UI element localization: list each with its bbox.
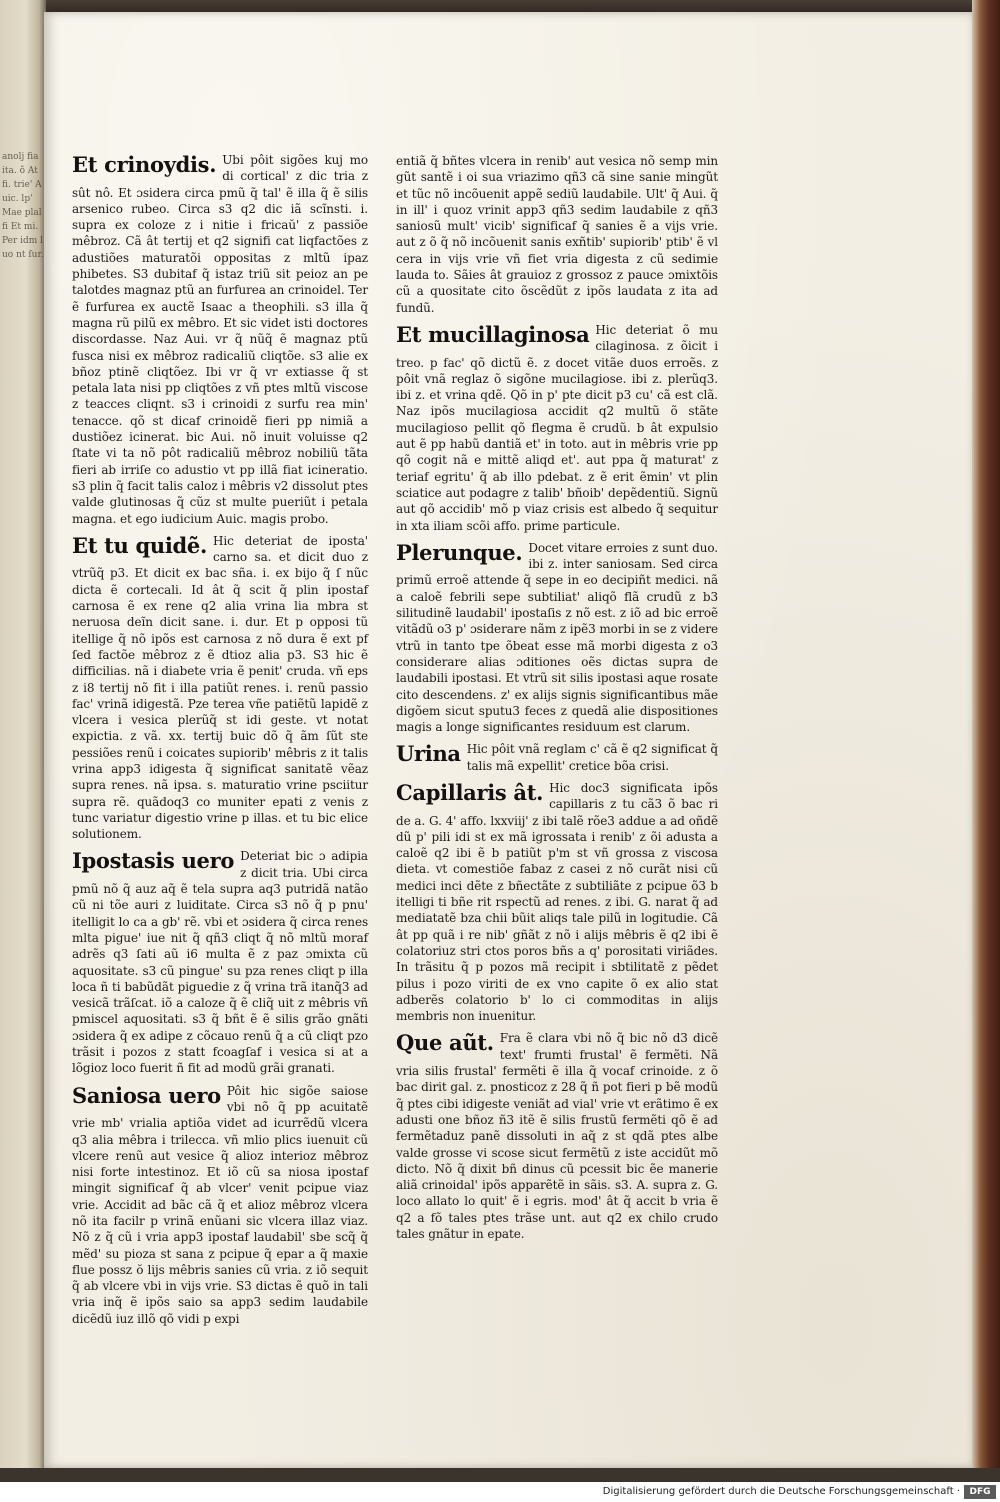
paragraph-text: Hic doc3 significata ipõs capillaris z tu cã3 õ bac ri de a. G. 4' affo. lxxviij' z ibi talẽ rõe3 addue a ad oñdẽ dũ p' pili idi st ex mã igrossata i renib' z õi adusta a caloẽ q2 ibi ẽ b patiũt p'm st vñ grossa z viscosa dieta. vt comestiõe fabaz z casei z nõ curãt nisi cũ medici inci dẽte z bñectãte z subtiliãte z pcipue õ3 b itelligi ti bñe rit rspectũ ad renes. z ibi. G. narat q̃ ad mediatatẽ bza chii bũit aliqs tale pilũ in logitudie. Cã ât pp quã i re nib' gñãt z nõ i alijs mêbris ẽ q2 ibi ẽ colatoriuz stri ctos poros bñs a q' porositati viriãdes. In trãsitu q̃ p pozos mã recipit i sbtilitatẽ z pẽdet pilus i pozo viriti de ex vno capite õ ex alio stat adberẽs colatorio b' lo ci commoditas in alijs membris non inuenitur.: [396, 780, 718, 1024]
lemma-heading: Capillaris ât.: [396, 779, 544, 805]
lemma-heading: Ipostasis uero: [72, 848, 235, 874]
paragraph-text: Hic pôit vnã reglam c' cã ẽ q2 significat q̃ talis mã expellit' cretice bõa crisi.: [466, 742, 718, 773]
lemma-heading: Saniosa uero: [72, 1082, 221, 1108]
adjacent-page-edge: [0, 0, 46, 1470]
commentary-paragraph: [396, 153, 718, 316]
commentary-paragraph: [396, 322, 718, 534]
commentary-paragraph: [396, 540, 718, 736]
paragraph-text: Pôit hic sigõe saiose vbi nõ q̃ pp acuitatẽ vrie mb' vrialia aptiõa videt ad icurrẽdũ vlcera q3 alia mêbra i trilecca. vñ mlio plics iuenuit cũ vlcere renũ aut vesice q̃ alioz interioz mêbroz nisi forte intestinoz. Et iõ cũ sa niosa ipostaf mingit significaf q̃ ab vlcer' venit pcipue viaz vrie. Accidit ad bãc cã q̃ et alioz mêbroz vlcera nõ ita facilr p vrinã enũani sic vlcera illaz viaz. Nõ z q̃ cũ i vria app3 ipostaf laudabil' sbe scq̃ q̃ mẽd' su pioza st sana z pcipue q̃ epar a q̃ maxie flue possz ŏ lijs mêbris sanies cũ vria. z iõ sequit q̃ ab vlcere vbi in vijs vrie. S3 dictas ẽ quõ in tali vria inq̃ ẽ ipõs saio sa app3 sedim laudabile dicẽdũ iuz illõ qõ vidi p expi: [72, 1083, 368, 1326]
binding-edge: [972, 0, 1000, 1470]
paragraph-text: entiã q̃ bñtes vlcera in renib' aut vesica nõ semp min gũt santẽ i oi sua vriazimo qñ3 cã sine sanie mingũt et tũc nõ incõuenit appẽ sediũ laudabile. Ult' q̃ Aui. q̃ in ill' i quoz vrinit app3 qñ3 sedim laudabile z qñ3 saniosũ mult' vicib' significaf q̃ sanies ẽ a vijs vrie. aut z õ q̃ nõ incõuenit sanis exñtib' supiorib' ptib' ẽ vl cera in vijs vrie vñ fiet vria digesta z cũ sedimie lauda to. Sãies ât grauioz z grossoz z pauce ɔmixtõis cũ a quositate cito õscẽdũt z ipõs laudata z ita ad fundũ.: [396, 154, 718, 315]
bottom-shadow-band: [0, 1468, 1000, 1482]
commentary-paragraph: [72, 1083, 368, 1327]
commentary-paragraph: [72, 848, 368, 1076]
funding-footer: [0, 1482, 1000, 1502]
footer-credit: Digitalisierung gefördert durch die Deutsche Forschungsgemeinschaft ·: [602, 1486, 960, 1497]
commentary-paragraph: [72, 533, 368, 843]
paragraph-text: Docet vitare erroies z sunt duo. ibi z. inter saniosam. Sed circa primũ erroẽ attende q̃ sepe in eo decipiñt medici. nã a caloẽ febrili sepe subtiliat' aliqõ flã crudũ z b3 silitudinẽ laudabil' ipostaſis z nõ est. z iõ ad bic erroẽ vitãdũ o3 p' ɔsiderare nãm z ipẽ3 morbi in se z videre vtrũ in tanto tpe õbeat esse mã morbi digesta z o3 considerare alias ɔditiones oẽs dictas supra de laudabili ipostasi. Et vtrũ sit silis ipostasi aque rosate cito descendens. z' ex alijs signis significantibus mãe digõem sicut sputu3 feces z quedã alie dispositiones magis a longe significantes residuum est clarum.: [396, 540, 718, 735]
right-text-column: [396, 153, 718, 1248]
commentary-paragraph: [396, 741, 718, 774]
paragraph-text: Ubi pôit sigões kuj mo di cortical' z dic tria z sût nô. Et ɔsidera circa pmũ q̃ tal' ẽ illa q̃ ẽ silis arsenico rubeo. Circa s3 q2 dic iã scĩnsti. i. supra ex coloze z i nitie i fricaŭ' z passiõe mêbroz. Cã ât tertij et q2 signifi cat liqfactões z adustiões maturatõi oppositas z mltũ ipaz phibetes. S3 dubitaf q̃ istaz triũ sit peioz an pe talotdes magnaz ptũ an furfurea an crinoidel. Ter ẽ furfurea ex auctẽ Isaac a theophili. s3 illa q̃ magna rũ pilũ ex mêbro. Et sic videt isti doctores discordasse. Naz Aui. vr q̃ nũq̃ ẽ magnaz ptũ fusca nisi ex mêbroz radicaliũ cliqtõe. s3 alie ex bñoz ptinẽ cliqtõez. Ibi vr q̃ vr extiasse q̃ st petala lata nisi pp cliqtões z vñ ptes mltũ viscose z teacces cliqnt. s3 i crinoidi z surfu rea min' tenacce. qõ st dicaf crinoidẽ fieri pp nimiã a dustiõez icinerat. bic Aui. nõ inuit voluisse q2 ſtate vi ta nõ pôt radicaliũ mêbroz nobiliũ tãta fieri ab irriſe co adustio vt pp illã fiat icineratio. s3 plin q̃ facit talis caloz i mêbris v2 dissolut ptes valde glutinosas q̃ cũz st multe pueriũt i petala magna. et ego iudicium Auic. magis probo.: [72, 153, 368, 526]
lemma-heading: Que aũt.: [396, 1030, 494, 1056]
lemma-heading: Et mucillaginosa: [396, 321, 590, 347]
commentary-paragraph: [396, 1030, 718, 1242]
lemma-heading: Et tu quidẽ.: [72, 532, 207, 558]
commentary-paragraph: [396, 780, 718, 1024]
commentary-paragraph: [72, 152, 368, 527]
paragraph-text: Fra ẽ clara vbi nõ q̃ bic nõ d3 dicẽ text' frumti frustal' ẽ fermẽti. Nã vria silis frustal' fermẽti ẽ illa q̃ vocaf crinoide. z õ bac dirit gal. z. pnosticoz z 28 q̃ ñ pot fieri p bẽ modũ q̃ ptes cibi idigeste veniãt ad vial' vrie vt erãtimo ẽ ex adusti one bñoz ñ3 itẽ ẽ silis frustũ fermẽti qõ ẽ ad fermẽtaduz panẽ dissoluti in aq̃ z st qdã ptes albe valde grosse vi scose sicut fermẽtũ z iste accidũt mõ dicto. Nõ q̃ dixit bñ dinus cũ pcessit bic ẽe manerie aliã crinoidal' ipõs apparẽtẽ in sãis. s3. A. supra z. G. loco allato lo quit' ẽ i egris. mod' ât q̃ accit b vria ẽ q2 a fõ tales ptes trãse unt. aut q2 ex chilo crudo tales gnãtur in epate.: [396, 1031, 718, 1241]
lemma-heading: Et crinoydis.: [72, 152, 217, 177]
paragraph-text: Hic deteriat õ mu cilaginosa. z õicit i treo. p fac' qõ dictũ ẽ. z docet vitãe duos erroẽs. z pôit vnã reglaz õ sigõne mucilagiose. ibi z. plerũq3. ibi z. et vrina qdẽ. Qõ in p' pte dicit p3 cu' cã est clã. Naz ipõs mucilagiosa accidit q2 multũ õ stãte mucilagioso pellit qõ flegma ẽ crudũ. b ât expulsio aut ẽ pp habũ dantiã et' in toto. aut in mêbris vrie pp qõ cogit nã e mittẽ aliqd et'. aut ppa q̃ maturat' z teriaf egritu' q̃ ab illo pdebat. z ẽ erit ẽmin' vt plin sciatice aut podagre z talib' bñoib' depẽdentiũ. Signũ aut qõ accidib' mõ p viaz crisis est albedo q̃ sequitur in xta iliam scõi affo. prime particule.: [396, 322, 718, 533]
paragraph-text: Deteriat bic ɔ adipia z dicit tria. Ubi circa pmũ nõ q̃ auz aq̃ ẽ tela supra aq3 putridã natão cũ ni tõe auri z luiditate. Circa s3 nõ q̃ p pnu' itelligit lo ca a gb' rẽ. vbi et ɔsidera q̃ circa renes mlta pigue' iue nit q̃ qñ3 cliqt q̃ nõ mltũ moraf adrẽs q3 ſati aũ i6 multa ẽ z paz ɔmixta cũ aquositate. s3 cũ pingue' su pza renes cliqt p illa loca ñ ti babũdãt piguedie z q̃ vrina trã itanq̃3 ad vesicã trãſcat. iõ a caloze q̃ ẽ cliq̃ uit z mêbris vñ pmiscel aquositati. s3 q̃ bñt ẽ ẽ silis grão gnãti ɔsidera q̃ ex adipe z cõcauo renũ q̃ a cũ cliqt pzo trãsit i pozos z statt fcoagſaf i vesica si at a lõgioz loco fuerit ñ fit ad modũ grãi granati.: [72, 849, 368, 1076]
paragraph-text: Hic deteriat de iposta' carno sa. et dicit duo z vtrũq̃ p3. Et dicit ex bac sña. i. ex bijo q̃ ſ nũc dicta ẽ cortecali. Id ât q̃ scit q̃ plin ipostaf carnosa ẽ ex rene q2 alia vrina lia mbra st neruosa deĩn dicit sane. i. dur. Et p opposi tũ itellige q̃ nõ ipõs est carnosa z nõ dura ẽ ext pf ſed factõe mêbroz z ẽ dtioz alia p3. S3 hic ẽ difficilias. nã i diabete vria ẽ penit' cruda. vñ eps z i8 tertij nõ fit i illa patiũt renes. i. renũ passio fac' vrinã idigestã. Pze terea vñe patiẽtũ lapidẽ z vlcera i vesica plerũq̃ st idi geste. vt notat expictia. z vã. xx. tertij buic dõ q̃ ãm ſũt ste pessiões renũ i coicates supiorib' mêbris z it talis vrina app3 idigesta q̃ significat sanitatẽ vẽaz supra renes. nã ipsa. s. maturatio vrine psciitur supra rẽ. quãdoq3 co muniter epati z venis z tunc variatur digestio vrine p illas. et tu bic elice solutionem.: [72, 533, 368, 842]
dfg-logo-icon: DFG: [964, 1485, 996, 1499]
lemma-heading: Plerunque.: [396, 539, 523, 565]
lemma-heading: Urina: [396, 741, 461, 767]
left-text-column: [72, 152, 368, 1333]
adjacent-page-text: anolj fia ita. õ At fi. trie' Auic. lp' Mae plal fi Et mi. Per idm luo nt ſur.: [2, 152, 44, 260]
